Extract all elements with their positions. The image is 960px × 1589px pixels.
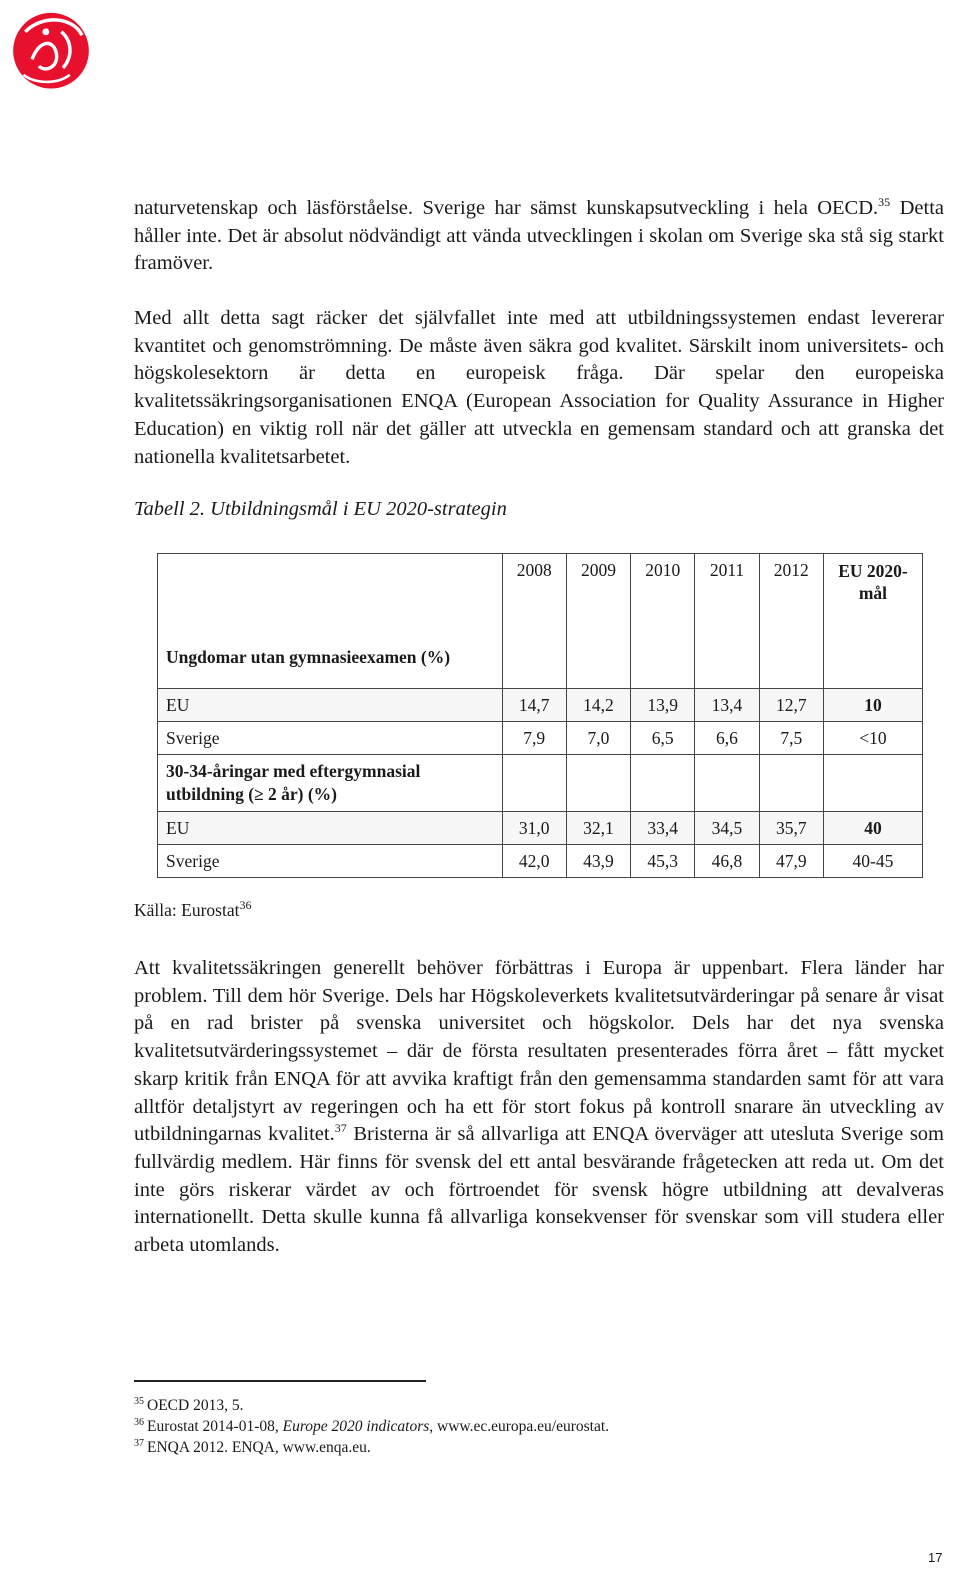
goal-header: EU 2020-mål [823,554,922,689]
row-label: EU [158,812,503,845]
table-cell: 47,9 [759,845,823,878]
table-row [158,812,923,845]
row-label: Sverige [158,722,503,755]
table-row [158,689,923,722]
year-header: 2009 [566,554,630,689]
table-cell: 34,5 [695,812,759,845]
table-cell: 13,4 [695,689,759,722]
goal-cell: 40 [823,812,922,845]
goal-cell: 10 [823,689,922,722]
year-header: 2011 [695,554,759,689]
table-cell-empty [759,755,823,812]
goal-cell: 40-45 [823,845,922,878]
page-number: 17 [928,1550,943,1565]
table-cell: 13,9 [631,689,695,722]
table-cell: 35,7 [759,812,823,845]
year-header: 2012 [759,554,823,689]
table-row [158,722,923,755]
table-cell-empty [823,755,922,812]
table-cell: 46,8 [695,845,759,878]
table-cell: 31,0 [502,812,566,845]
footnote-37: $^{37}$ ENQA 2012. ENQA, www.enqa.eu. [134,1438,371,1457]
footnote-ref-35[interactable]: 35 [878,195,891,210]
table-cell: 7,9 [502,722,566,755]
table-cell: 33,4 [631,812,695,845]
table-row [158,845,923,878]
footnote-divider [134,1380,426,1382]
section2-label-cell: 30-34-åringar med eftergymnasial utbildning (≥ 2 år) (%) [158,755,503,812]
goal-cell: <10 [823,722,922,755]
table-cell: 12,7 [759,689,823,722]
enqa-link[interactable]: ENQA 2012. ENQA, www.enqa.eu. [147,1439,371,1457]
table-cell: 7,5 [759,722,823,755]
eurostat-link[interactable]: , www.ec.europa.eu/eurostat. [429,1418,610,1436]
table-cell: 42,0 [502,845,566,878]
row-label: Sverige [158,845,503,878]
table-cell: 43,9 [566,845,630,878]
rose-logo-icon [8,6,94,92]
table-cell: 6,5 [631,722,695,755]
table-cell: 6,6 [695,722,759,755]
table-cell: 14,7 [502,689,566,722]
table-cell: 7,0 [566,722,630,755]
year-header: 2010 [631,554,695,689]
year-header: 2008 [502,554,566,689]
footnote-35: $^{35}$ OECD 2013, 5. [134,1396,244,1415]
paragraph-1: naturvetenskap och läsförståelse. Sverige har sämst kunskapsutveckling i hela OECD.$^{35}$ Detta håller inte. Det är absolut nödvändigt att vända utvecklingen i skolan om Sverige ska stå sig starkt framöver. [134,195,945,275]
table-cell-empty [695,755,759,812]
footnote-36: $^{36}$ Eurostat 2014-01-08, Europe 2020 indicators, www.ec.europa.eu/eurostat. [134,1417,610,1436]
education-goals-table [157,553,923,878]
table-cell: 14,2 [566,689,630,722]
paragraph-3: Att kvalitetssäkringen generellt behöver förbättras i Europa är uppenbart. Flera länder har problem. Till dem hör Sverige. Dels har Högskoleverkets kvalitetsutvärderingar på senare år visat på en rad brister på svenska universitet och högskolor. Dels har det nya svenska kvalitetsutvärderingssystemet – där de första resultaten presenterades förra året – fått mycket skarp kritik från ENQA för att avvika kraftigt från den gemensamma standarden samt för att vara alltför detaljstyrt av regeringen och ha ett för stort fokus på kontroll snarare än utveckling av utbildningarnas kvalitet.$^{37}$ Bristerna är så allvarliga att ENQA överväger att utesluta Sverige som fullvärdig medlem. Här finns för svensk del ett antal besvärande frågetecken att reda ut. Om det inte görs riskerar värdet av och förtroendet för svensk högre utbildning att devalveras internationellt. Detta skulle kunna få allvarliga konsekvenser för svenskar som vill studera eller arbeta utomlands. [134,957,945,1257]
section1-label-cell: Ungdomar utan gymnasieexamen (%) [158,554,503,689]
footnote-ref-37[interactable]: 37 [334,1121,347,1136]
table-cell-empty [566,755,630,812]
section2-header-row [158,755,923,812]
paragraph-2: Med allt detta sagt räcker det självfallet inte med att utbildningssystemen endast levererar kvantitet och genomströmning. De måste även säkra god kvalitet. Särskilt inom universitets- och högskolesektorn är detta en europeisk fråga. Där spelar den europeiska kvalitetssäkringsorganisationen ENQA (European Association for Quality Assurance in Higher Education) en viktig roll när det gäller att utveckla en gemensam standard och att granska det nationella kvalitetsarbetet. [134,307,944,468]
table-cell-empty [502,755,566,812]
table-cell: 32,1 [566,812,630,845]
table-cell: 45,3 [631,845,695,878]
row-label: EU [158,689,503,722]
table-header-row [158,554,923,689]
footnote-ref-36[interactable]: 36 [239,898,252,913]
table-cell-empty [631,755,695,812]
table-caption: Tabell 2. Utbildningsmål i EU 2020-strategin [134,498,507,520]
table-source: Källa: Eurostat$^{36}$ [134,898,252,920]
